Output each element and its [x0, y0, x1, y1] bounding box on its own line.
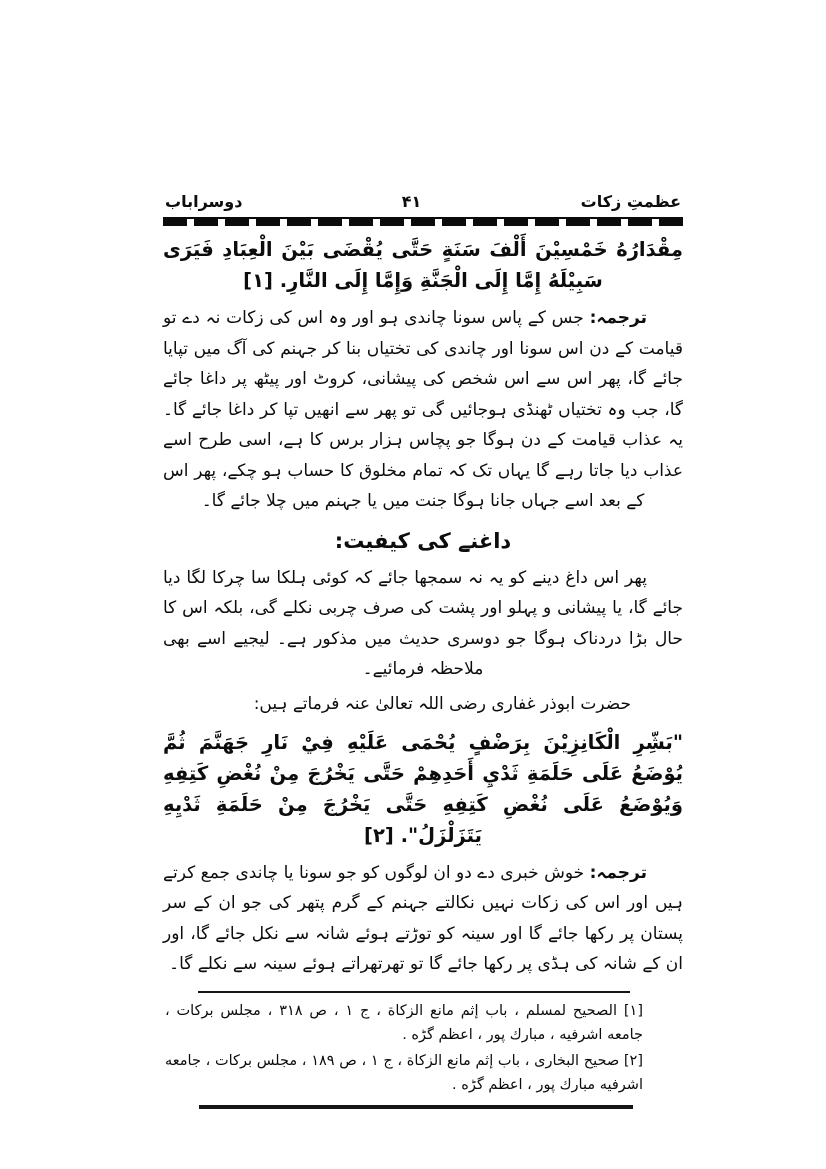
- translation-paragraph-1: [163, 303, 683, 517]
- section-heading: داغنے کی کیفیت:: [334, 528, 512, 553]
- book-title: عظمتِ زکات: [580, 192, 681, 211]
- text-column: [163, 190, 683, 1109]
- translation-label-1: ترجمہ:: [589, 308, 647, 328]
- narrator-line: حضرت ابوذر غفاری رضی اللہ تعالیٰ عنہ فرماتے ہیں:: [253, 693, 631, 714]
- arabic-quote-1: [163, 234, 683, 296]
- translation-paragraph-2: [163, 858, 683, 980]
- footnote-ref-1: [۱]: [243, 269, 273, 292]
- arabic-quote-2-text: "بَشِّرِ الْكَانِزِيْنَ بِرَضْفٍ يُحْمَى عَلَيْهِ فِيْ نَارِ جَهَنَّمَ ثُمَّ يُوْضَعُ عَلَى حَلَمَةِ ثَدْيِ أَحَدِهِمْ حَتَّى يَخْرُجَ مِنْ نُغْضِ كَتِفِهِ وَيُوْضَعُ عَلَى نُغْضِ كَتِفِهِ حَتَّى يَخْرُجَ مِنْ حَلَمَةِ ثَدْيِهِ يَتَزَلْزَلُ".: [163, 730, 683, 847]
- footnote-1-text: الصحيح لمسلم ، باب إثم مانع الزكاة ، ج ۱ ، ص ۳۱۸ ، مجلس بركات ، جامعه اشرفيه ، مبارك پور ، اعظم گڑه .: [165, 1002, 643, 1043]
- footnote-2-marker: [۲]: [623, 1052, 643, 1069]
- footnote-1-marker: [۱]: [623, 1002, 643, 1019]
- header-rule-divider: [163, 217, 683, 226]
- translation-text-2: خوش خبری دے دو ان لوگوں کو جو سونا یا چاندی جمع کرتے ہیں اور اس کی زکات نہیں نکالتے جہنم کے گرم پتھر کی جو ان کے سر پستان پر رکھا جائے گا اور سینہ کو توڑتے ہوئے شانہ سے نکل جائے گا، اور ان کے شانہ کی ہڈی پر رکھا جائے گا تو تھرتھراتے ہوئے سینہ سے نکلے گا۔: [163, 862, 683, 974]
- footnote-ref-2: [۲]: [364, 823, 394, 847]
- footnote-2: [165, 1049, 643, 1098]
- running-head: [163, 190, 683, 214]
- footnote-2-text: صحيح البخارى ، باب إثم مانع الزكاة ، ج ۱ ، ص ۱۸۹ ، مجلس بركات ، جامعه اشرفيه مبارك پور ، اعظم گڑه .: [165, 1052, 643, 1093]
- footnote-separator-rule: [198, 991, 630, 993]
- translation-text-1: جس کے پاس سونا چاندی ہو اور وہ اس کی زکات نہ دے تو قیامت کے دن اس سونا اور چاندی کی تختیاں بنا کر جہنم کی آگ میں تپایا جائے گا، پھر اس سے اس شخص کی پیشانی، کروٹ اور پیٹھ پر داغا جائے گا، جب وہ تختیاں ٹھنڈی ہوجائیں گی تو پھر سے انھیں تپا کر داغا جائے گا۔ یہ عذاب قیامت کے دن ہوگا جو پچاس ہزار برس کا ہے، اسی طرح اسے عذاب دیا جاتا رہے گا یہاں تک کہ تمام مخلوق کا حساب ہو چکے، پھر اس کے بعد اسے جہاں جانا ہوگا جنت میں یا جہنم میں چلا جائے گا۔: [163, 308, 683, 511]
- body-paragraph: پھر اس داغ دینے کو یہ نہ سمجھا جائے کہ کوئی ہلکا سا چرکا لگا دیا جائے گا، یا پیشانی و پہلو اور پشت کی صرف چربی نکلے گی، بلکہ اس کا حال بڑا دردناک ہوگا جو دوسری حدیث میں مذکور ہے۔ لیجیے اسے بھی ملاحظہ فرمائیے۔: [163, 567, 683, 679]
- arabic-quote-1-text: مِقْدَارُهُ خَمْسِيْنَ أَلْفَ سَنَةٍ حَتَّى يُقْضَى بَيْنَ الْعِبَادِ فَيَرَى سَبِيْلَهُ إِمَّا إِلَى الْجَنَّةِ وَإِمَّا إِلَى النَّارِ.: [163, 238, 683, 292]
- footnotes-block: [165, 999, 643, 1098]
- bottom-rule: [199, 1105, 633, 1109]
- translation-label-2: ترجمہ:: [589, 862, 647, 883]
- footnote-1: [165, 999, 643, 1048]
- chapter-title: دوسراباب: [165, 192, 243, 211]
- arabic-quote-2: [163, 727, 683, 851]
- page-number: ۴۱: [401, 192, 422, 211]
